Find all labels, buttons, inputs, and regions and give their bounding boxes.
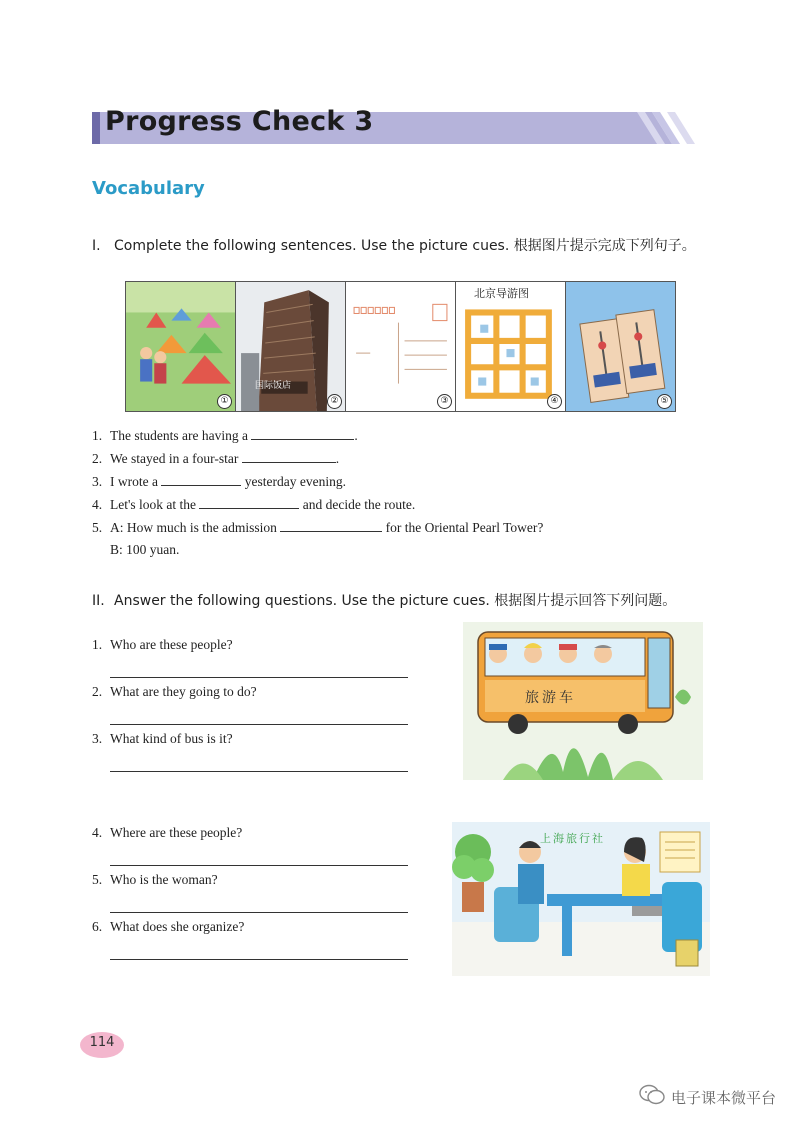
sentence-text: The students are having a	[110, 428, 248, 443]
question-number: 6.	[92, 919, 103, 934]
question-4	[92, 825, 242, 841]
watermark	[639, 1084, 776, 1110]
sentence-number: 5.	[92, 520, 103, 535]
sentence-1	[92, 427, 358, 444]
bus-sign: 旅游车	[525, 690, 576, 706]
map-picture	[456, 282, 566, 411]
answer-line[interactable]	[110, 912, 408, 913]
page-number: 114	[80, 1032, 124, 1058]
watermark-text: 电子课本微平台	[670, 1088, 776, 1107]
question-3	[92, 731, 233, 747]
tickets-picture	[566, 282, 675, 411]
section-title: Vocabulary	[92, 178, 205, 199]
picture-number: ②	[327, 394, 342, 409]
agency-sign: 上海旅行社	[540, 832, 605, 845]
camping-picture	[126, 282, 236, 411]
part2-instruction-text: Answer the following questions. Use the picture cues. 根据图片提示回答下列问题。	[114, 593, 677, 609]
sentence-text: for the Oriental Pearl Tower?	[385, 520, 544, 535]
sentence-text: .	[354, 428, 358, 443]
tour-bus-picture	[463, 622, 703, 780]
sentence-text: yesterday evening.	[244, 474, 346, 489]
question-number: 3.	[92, 731, 103, 746]
answer-line[interactable]	[110, 771, 408, 772]
question-text: Who is the woman?	[110, 872, 218, 887]
chat-icon	[639, 1084, 665, 1110]
sentence-number: 2.	[92, 451, 103, 466]
hotel-picture	[236, 282, 346, 411]
sentence-number: 3.	[92, 474, 103, 489]
answer-blank[interactable]	[199, 496, 299, 509]
picture-number: ①	[217, 394, 232, 409]
question-text: What kind of bus is it?	[110, 731, 233, 746]
sentence-text: Let's look at the	[110, 497, 197, 512]
sentence-5	[92, 519, 543, 536]
answer-line[interactable]	[110, 865, 408, 866]
travel-agency-picture	[452, 822, 710, 976]
picture-cues	[125, 281, 676, 412]
picture-number: ⑤	[657, 394, 672, 409]
page-title: Progress Check 3	[105, 106, 374, 137]
hotel-sign: 国际饭店	[255, 381, 292, 391]
question-2	[92, 684, 257, 700]
question-text: What are they going to do?	[110, 684, 257, 699]
question-6	[92, 919, 244, 935]
question-5	[92, 872, 218, 888]
question-number: 5.	[92, 872, 103, 887]
sentence-3	[92, 473, 346, 490]
question-number: 4.	[92, 825, 103, 840]
sentence-2	[92, 450, 339, 467]
picture-number: ③	[437, 394, 452, 409]
part1-instruction	[92, 235, 696, 255]
answer-line[interactable]	[110, 959, 408, 960]
answer-blank[interactable]	[251, 427, 354, 440]
postcard-picture	[346, 282, 456, 411]
answer-blank[interactable]	[242, 450, 336, 463]
sentence-text: I wrote a	[110, 474, 158, 489]
answer-blank[interactable]	[280, 519, 382, 532]
picture-number: ④	[547, 394, 562, 409]
question-text: Who are these people?	[110, 637, 233, 652]
part2-instruction	[92, 590, 676, 610]
question-number: 1.	[92, 637, 103, 652]
sentence-5-answer: B: 100 yuan.	[110, 542, 180, 557]
answer-line[interactable]	[110, 724, 408, 725]
question-text: Where are these people?	[110, 825, 243, 840]
sentence-text: and decide the route.	[302, 497, 416, 512]
question-1	[92, 637, 233, 653]
sentence-number: 1.	[92, 428, 103, 443]
part2-number: II.	[92, 593, 105, 609]
question-text: What does she organize?	[110, 919, 245, 934]
sentence-text: .	[335, 451, 340, 466]
answer-line[interactable]	[110, 677, 408, 678]
sentence-text: A: How much is the admission	[110, 520, 277, 535]
sentence-number: 4.	[92, 497, 103, 512]
sentence-4	[92, 496, 415, 513]
sentence-text: We stayed in a four-star	[110, 451, 239, 466]
part1-number: I.	[92, 238, 101, 254]
part1-instruction-text: Complete the following sentences. Use the picture cues. 根据图片提示完成下列句子。	[114, 238, 696, 254]
map-title: 北京导游图	[474, 287, 529, 300]
answer-blank[interactable]	[161, 473, 241, 486]
question-number: 2.	[92, 684, 103, 699]
